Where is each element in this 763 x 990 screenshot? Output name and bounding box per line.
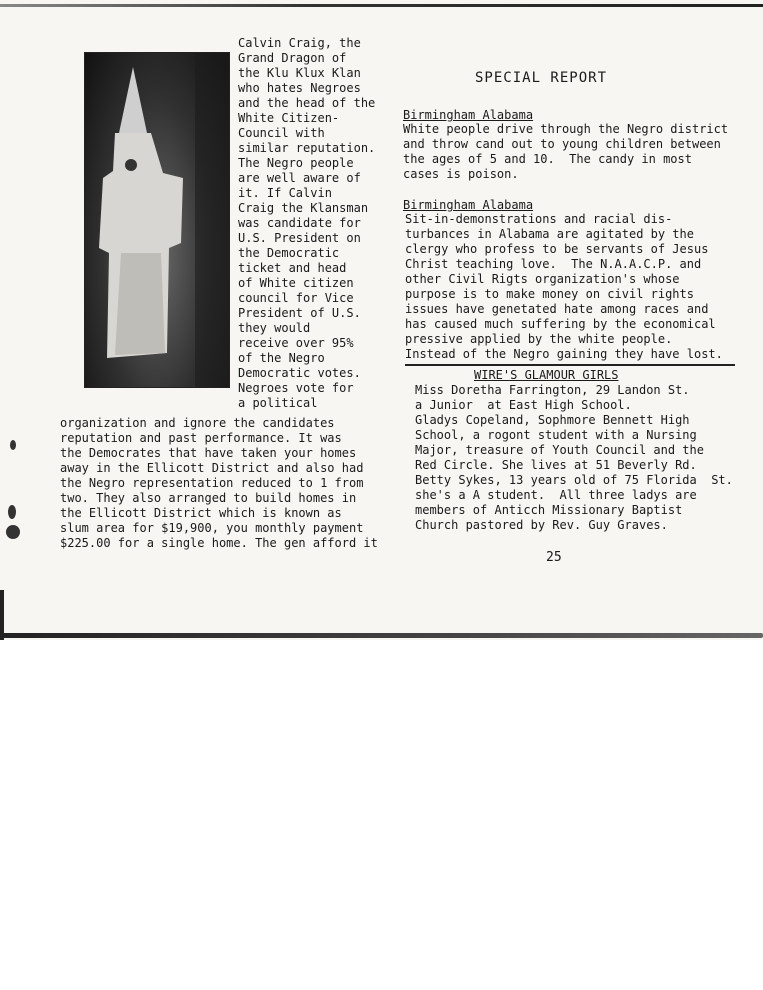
text-line: ticket and head <box>238 261 347 275</box>
text-line: Red Circle. She lives at 51 Beverly Rd. <box>415 458 697 472</box>
page-number: 25 <box>546 550 562 565</box>
text-line: the Ellicott District which is known as <box>60 506 342 520</box>
text-line: School, a rogont student with a Nursing <box>415 428 697 442</box>
text-line: away in the Ellicott District and also had <box>60 461 364 475</box>
text-line: U.S. President on <box>238 231 361 245</box>
text-line: Council with <box>238 126 325 140</box>
text-line: council for Vice <box>238 291 354 305</box>
text-line: the Negro representation reduced to 1 from <box>60 476 364 490</box>
text-line: other Civil Rigts organization's whose <box>405 272 680 286</box>
glamour-divider <box>405 364 735 366</box>
text-line: slum area for $19,900, you monthly payment <box>60 521 364 535</box>
text-line: Instead of the Negro gaining they have lost. <box>405 347 723 361</box>
text-line: pressive applied by the white people. <box>405 332 673 346</box>
text-line: the Democrates that have taken your homes <box>60 446 357 460</box>
text-line: clergy who profess to be servants of Jesus <box>405 242 709 256</box>
text-line: Sit-in-demonstrations and racial dis- <box>405 212 673 226</box>
text-line: issues have genetated hate among races and <box>405 302 709 316</box>
text-line: a Junior at East High School. <box>415 398 632 412</box>
section1-heading: Birmingham Alabama <box>403 108 534 122</box>
text-line: has caused much suffering by the economical <box>405 317 716 331</box>
binding-edge <box>0 590 4 640</box>
ink-speck <box>8 505 16 519</box>
glamour-heading: WIRE'S GLAMOUR GIRLS <box>474 368 619 382</box>
text-line: Democratic votes. <box>238 366 361 380</box>
text-line: they would <box>238 321 311 335</box>
text-line: Betty Sykes, 13 years old of 75 Florida St. <box>415 473 733 487</box>
top-rule <box>0 4 763 7</box>
text-line: Craig the Klansman <box>238 201 369 215</box>
text-line: Major, treasure of Youth Council and the <box>415 443 704 457</box>
text-line: was candidate for <box>238 216 361 230</box>
ink-speck <box>6 525 20 539</box>
text-line: two. They also arranged to build homes in <box>60 491 357 505</box>
text-line: and throw cand out to young children between <box>403 137 721 151</box>
text-line: Miss Doretha Farrington, 29 Landon St. <box>415 383 690 397</box>
text-line: Church pastored by Rev. Guy Graves. <box>415 518 668 532</box>
special-report-title: SPECIAL REPORT <box>475 70 608 86</box>
text-line: organization and ignore the candidates <box>60 416 335 430</box>
caption-continued <box>60 416 378 551</box>
text-line: receive over 95% <box>238 336 354 350</box>
text-line: cases is poison. <box>403 167 519 181</box>
klansman-photo <box>84 52 230 388</box>
text-line: Gladys Copeland, Sophmore Bennett High <box>415 413 690 427</box>
text-line: White Citizen- <box>238 111 340 125</box>
text-line: purpose is to make money on civil rights <box>405 287 694 301</box>
text-line: who hates Negroes <box>238 81 361 95</box>
text-line: are well aware of <box>238 171 361 185</box>
text-line: the Klu Klux Klan <box>238 66 361 80</box>
text-line: President of U.S. <box>238 306 361 320</box>
text-line: $225.00 for a single home. The gen afford it <box>60 536 378 550</box>
text-line: Grand Dragon of <box>238 51 347 65</box>
robed-figure-icon <box>85 53 229 387</box>
text-line: Christ teaching love. The N.A.A.C.P. and <box>405 257 702 271</box>
section2-heading: Birmingham Alabama <box>403 198 534 212</box>
text-line: Negroes vote for <box>238 381 354 395</box>
text-line: The Negro people <box>238 156 354 170</box>
section2-body <box>405 212 723 362</box>
text-line: similar reputation. <box>238 141 376 155</box>
text-line: members of Anticch Missionary Baptist <box>415 503 683 517</box>
text-line: of White citizen <box>238 276 354 290</box>
text-line: turbances in Alabama are agitated by the <box>405 227 694 241</box>
text-line: of the Negro <box>238 351 325 365</box>
ink-speck <box>10 440 16 450</box>
text-line: White people drive through the Negro district <box>403 122 729 136</box>
text-line: the Democratic <box>238 246 340 260</box>
text-line: it. If Calvin <box>238 186 332 200</box>
text-line: reputation and past performance. It was <box>60 431 342 445</box>
section1-body <box>403 122 728 182</box>
bottom-rule <box>0 633 763 638</box>
photo-caption <box>238 36 375 411</box>
text-line: a political <box>238 396 318 410</box>
text-line: and the head of the <box>238 96 376 110</box>
glamour-body <box>415 383 733 533</box>
text-line: she's a A student. All three ladys are <box>415 488 697 502</box>
text-line: Calvin Craig, the <box>238 36 361 50</box>
text-line: the ages of 5 and 10. The candy in most <box>403 152 692 166</box>
